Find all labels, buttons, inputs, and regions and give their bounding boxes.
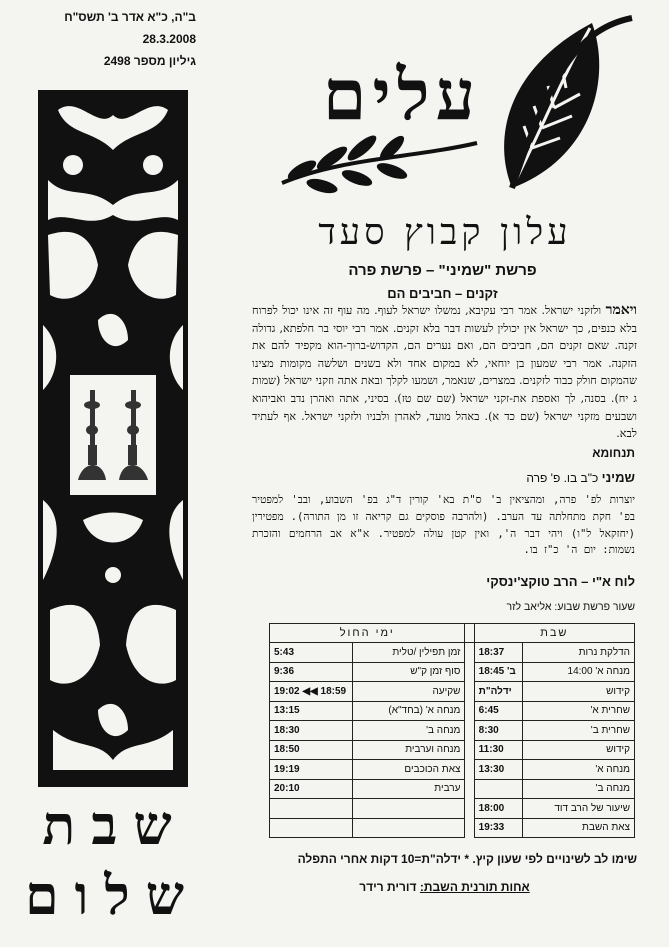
gap (465, 682, 474, 702)
gap (465, 643, 474, 663)
banner-line-1: שבת (42, 793, 188, 857)
table-row (270, 760, 635, 780)
shabbat-shalom-banner (24, 790, 200, 940)
schedule-shabbat-time: 11:30 (474, 740, 522, 760)
schedule-shabbat-time: 18:37 (474, 643, 522, 663)
schedule-shabbat-label: קידוש (522, 740, 634, 760)
parasha-title: פרשת "שמיני" – פרשת פרה (348, 262, 537, 279)
schedule-shabbat-time: 19:33 (474, 818, 522, 838)
schedule-weekday-time: 9:36 (270, 662, 353, 682)
schedule-weekday-label (353, 799, 465, 819)
logo-title: עלים (322, 53, 482, 136)
table-row (270, 799, 635, 819)
table-row (270, 779, 635, 799)
schedule-weekday-time: 20:10 (270, 779, 353, 799)
shiur-line: שעור פרשת שבוע: אליאב לזר (506, 601, 635, 613)
duty-nurse-name: דורית רידר (359, 880, 417, 894)
table-row (270, 818, 635, 838)
schedule-shabbat-label: שחרית א' (522, 701, 634, 721)
schedule-shabbat-label: מנחה א' (522, 760, 634, 780)
schedule-weekday-time: 18:30 (270, 721, 353, 741)
logo-subtitle: עלון קבוץ סעד (318, 212, 572, 253)
schedule-weekday-time: 5:43 (270, 643, 353, 663)
haftara-parasha: שמיני (601, 470, 635, 485)
schedule-shabbat-time: 6:45 (474, 701, 522, 721)
table-row (270, 643, 635, 663)
schedule-weekday-label: צאת הכוכבים (353, 760, 465, 780)
schedule-shabbat-label: שיעור של הרב דוד (522, 799, 634, 819)
gap (465, 740, 474, 760)
schedule-weekday-label: מנחה וערבית (353, 740, 465, 760)
schedule-weekday-label: ערבית (353, 779, 465, 799)
haftara-ref: כ"ב בו. פ' פרה (526, 471, 599, 485)
ornamental-panel (38, 90, 188, 787)
schedule-shabbat-time (474, 779, 522, 799)
schedule-weekday-label: מנחה א' (בחד"א) (353, 701, 465, 721)
schedule-shabbat-label: קידוש (522, 682, 634, 702)
table-row (270, 662, 635, 682)
article-first-word: ויאמר (605, 302, 637, 318)
schedule-weekday-time: 13:15 (270, 701, 353, 721)
gap (465, 799, 474, 819)
gap (465, 818, 474, 838)
schedule-shabbat-label: מנחה א' 14:00 (522, 662, 634, 682)
article-heading: זקנים – חביבים הם (387, 286, 498, 301)
masthead-logo (262, 8, 637, 213)
schedule-shabbat-label: מנחה ב' (522, 779, 634, 799)
schedule-weekday-label: סוף זמן ק"ש (353, 662, 465, 682)
table-row (270, 721, 635, 741)
schedule-shabbat-label: צאת השבת (522, 818, 634, 838)
luach-credit: לוח א"י – הרב טוקצ'ינסקי (486, 574, 635, 589)
schedule-weekday-label: זמן תפילין /טלית (353, 643, 465, 663)
header-weekday: ימי החול (270, 624, 465, 643)
issue-number: גיליון מספר 2498 (103, 54, 196, 68)
schedule-weekday-time: 18:50 (270, 740, 353, 760)
haftara-heading (252, 470, 635, 485)
haftara-text: יוצרות לפ' פרה, ומהציאין ב' ס"ת בא' קורין ד"ג בפ' השבוע, ובב' למפטיר בפ' חקת מתחלתה עד הערב. (ולהרבה פוסקים גם קריאה זו מן התורה). מפטירין (יחזקאל ל"ו) ויהי דבר ה', ואין קטן עולה למפטיר. א"א אב הרחמים והזכרת נשמות: יום ה' כ"ז בו. (252, 494, 635, 557)
date-gregorian: 28.3.2008 (142, 32, 196, 46)
schedule-shabbat-label: שחרית ב' (522, 721, 634, 741)
schedule-weekday-time (270, 799, 353, 819)
gap (465, 701, 474, 721)
article-body (252, 302, 637, 443)
schedule-weekday-time: 19:19 (270, 760, 353, 780)
gap (465, 662, 474, 682)
header-shabbat: שבת (474, 624, 634, 643)
banner-line-2: שלום (24, 863, 200, 927)
table-row (270, 740, 635, 760)
schedule-weekday-label: מנחה ב' (353, 721, 465, 741)
schedule-weekday-label (353, 818, 465, 838)
article-text: ולזקני ישראל. אמר רבי עקיבא, נמשלו ישראל לעוף. מה עוף זה אינו יכול לפרוח בלא כנפים, כך ישראל אין יכולין לעשות דבר בלא זקנים. אמר רבי יוסי בר חלפתא, גדולה זקנה. שאם זקנים הם, חביבים הם, ואם נערים הם, הקדוש-ברוך-הוא מקפיד להם את הזקנה. אמר רבי שמעון בן יוחאי, לא במקום אחד ולא בשנים ושלשה מקומות מצינו שהמקום חולק כבוד לזקנים. במצרים, שנאמר, ושמעו לקלך ובאת אתה וזקני ישראל (שמות ג יח). בסנה, לך ואספת את-זקני ישראל (שם שם טז). בסיני, אתה ואהרן נדב ואביהוא ושבעים מזקני ישראל (שם כד א). באהל מועד, לאהרן ולבניו ולזקני ישראל. אף לעתיד לבא. (252, 304, 637, 441)
duty-nurse (252, 880, 637, 894)
schedule-shabbat-time: 8:30 (474, 721, 522, 741)
gap (465, 760, 474, 780)
schedule-shabbat-label: הדלקת נרות (522, 643, 634, 663)
table-row (270, 701, 635, 721)
schedule-shabbat-time: ידלה"ת (474, 682, 522, 702)
schedule-weekday-time (270, 818, 353, 838)
gap (465, 779, 474, 799)
article-source: תנחומא (592, 446, 635, 460)
schedule-shabbat-time: ב' 18:45 (474, 662, 522, 682)
schedule-weekday-time: 18:59 ◀◀ 19:02 (270, 682, 353, 702)
schedule-shabbat-time: 13:30 (474, 760, 522, 780)
schedule-table (269, 623, 635, 838)
schedule-shabbat-time: 18:00 (474, 799, 522, 819)
table-row (270, 682, 635, 702)
summer-time-note: שימו לב לשינויים לפי שעון קיץ. * ידלה"ת=10 דקות אחרי התפלה (297, 852, 637, 866)
duty-nurse-label: אחות תורנית השבת: (419, 880, 530, 894)
gap (465, 721, 474, 741)
date-hebrew: ב"ה, כ"א אדר ב' תשס"ח (64, 10, 196, 24)
schedule-header-row (270, 624, 635, 643)
schedule-weekday-label: שקיעה (353, 682, 465, 702)
issue-meta (14, 6, 196, 72)
